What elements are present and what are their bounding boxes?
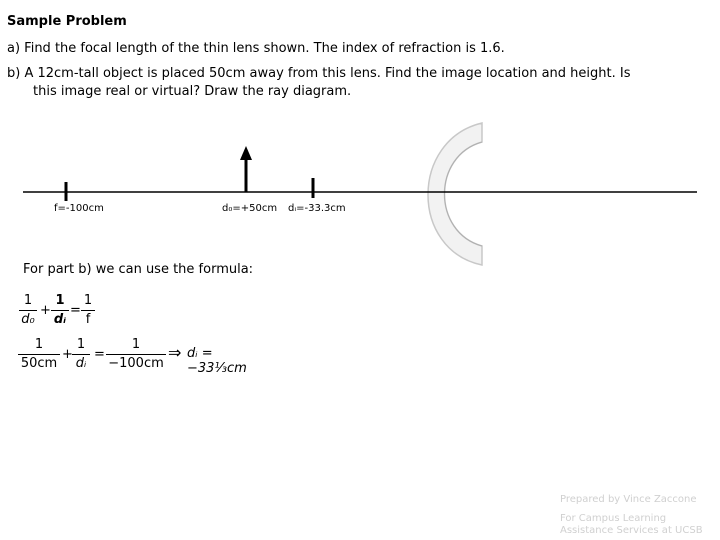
plus-sign: + (40, 303, 51, 318)
image-distance-label: dᵢ=-33.3cm (288, 203, 346, 214)
fraction-1-over-50cm: 1 50cm (18, 337, 60, 372)
part-a-text: a) Find the focal length of the thin lens shown. The index of refraction is 1.6. (7, 41, 505, 56)
equals-sign: = (70, 303, 81, 318)
implies-arrow: ⇒ (168, 343, 182, 362)
footer-for-line1: For Campus Learning (560, 513, 667, 524)
plus-sign-2: + (62, 347, 73, 362)
image-distance-result: dᵢ = −33⅓cm (187, 346, 247, 376)
object-distance-label: d₀=+50cm (222, 203, 278, 214)
footer-for-line2: Assistance Services at UCSB (560, 525, 703, 536)
fraction-1-over-neg100cm: 1 −100cm (106, 337, 166, 372)
footer-prepared-by: Prepared by Vince Zaccone (560, 494, 697, 505)
part-b-text-line1: b) A 12cm-tall object is placed 50cm away from this lens. Find the image location and height. Is (7, 66, 631, 81)
concave-lens (428, 123, 482, 265)
fraction-1-over-di-2: 1 dᵢ (72, 337, 90, 372)
fraction-1-over-do: 1 d₀ (19, 293, 37, 328)
fraction-1-over-f: 1 f (81, 293, 95, 328)
object-arrow-head (240, 146, 252, 160)
focal-length-label: f=-100cm (54, 203, 104, 214)
formula-intro: For part b) we can use the formula: (23, 262, 254, 277)
equals-sign-2: = (94, 347, 105, 362)
page-title: Sample Problem (7, 14, 127, 29)
part-b-text-line2: this image real or virtual? Draw the ray diagram. (33, 84, 352, 99)
fraction-1-over-di: 1 dᵢ (51, 293, 69, 328)
